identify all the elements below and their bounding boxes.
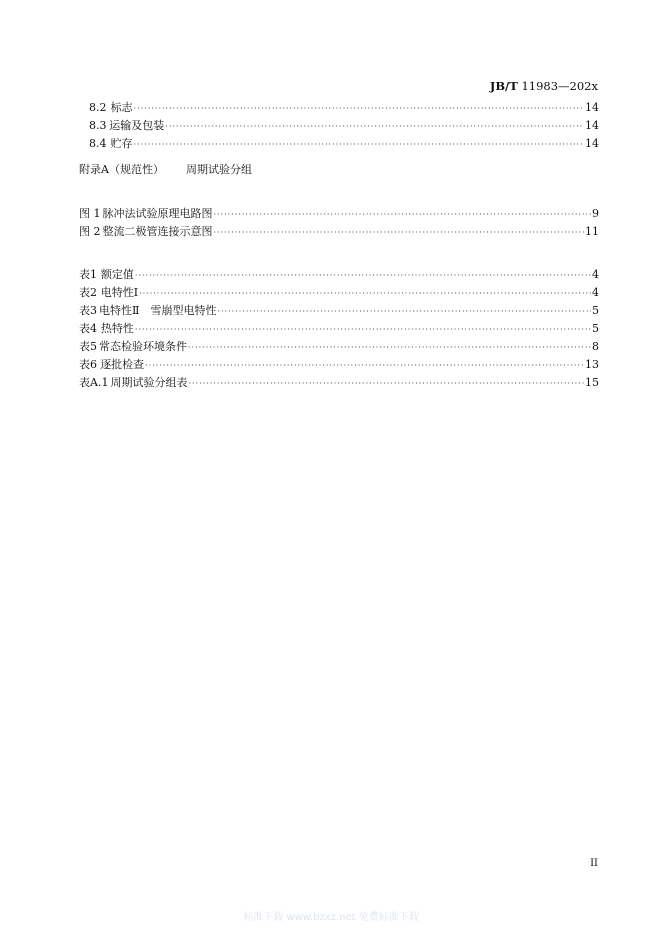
toc-row-table[interactable] [79, 284, 599, 302]
dot-leader [145, 357, 584, 375]
page-number: 11 [585, 225, 599, 238]
toc-row-section[interactable] [89, 135, 599, 153]
dot-leader [135, 321, 591, 339]
watermark-text: 标准下载 www.bzxz.net 免费标准下载 [243, 912, 419, 923]
table-number: 表3 [79, 304, 97, 317]
document-code-number: 11983—202x [517, 79, 598, 93]
table-title: 电特性Ⅱ 雪崩型电特性 [99, 304, 217, 317]
dot-leader [134, 100, 584, 118]
page-number: 5 [592, 304, 599, 317]
section-number: 8.3 [89, 119, 107, 132]
table-title: 热特性 [100, 322, 134, 335]
dot-leader [135, 267, 591, 285]
figure-title: 整流二极管连接示意图 [102, 225, 213, 238]
page-number: 4 [592, 268, 599, 281]
page-number: 14 [585, 101, 599, 114]
table-title: 额定值 [100, 268, 134, 281]
toc-row-table[interactable] [79, 338, 599, 356]
figure-title: 脉冲法试验原理电路图 [102, 207, 213, 220]
table-number: 表1 [79, 268, 97, 281]
figure-number: 图 1 [79, 207, 101, 220]
table-title: 逐批检查 [100, 358, 145, 371]
section-title: 标志 [110, 101, 133, 114]
dot-leader [188, 375, 584, 393]
appendix-title: 周期试验分组 [185, 163, 252, 176]
page-number: 9 [592, 207, 599, 220]
page-number: 14 [585, 137, 599, 150]
table-number: 表2 [79, 286, 97, 299]
page-number: 4 [592, 286, 599, 299]
document-code-prefix: JB/T [489, 79, 518, 93]
toc-row-figure[interactable] [79, 223, 599, 241]
toc-row-table[interactable] [79, 266, 599, 284]
section-title: 贮存 [110, 137, 133, 150]
toc-row-section[interactable] [89, 117, 599, 135]
dot-leader [188, 339, 591, 357]
page-number: 14 [585, 119, 599, 132]
dot-leader [139, 285, 591, 303]
table-number: 表6 [79, 358, 97, 371]
page-number: 5 [592, 322, 599, 335]
toc-row-table[interactable] [79, 374, 599, 392]
section-number: 8.4 [89, 137, 107, 150]
toc-row-section[interactable] [89, 99, 599, 117]
toc-row-table[interactable] [79, 320, 599, 338]
toc-row-table[interactable] [79, 356, 599, 374]
table-number: 表4 [79, 322, 97, 335]
table-number: 表5 [79, 340, 97, 353]
section-title: 运输及包装 [109, 119, 165, 132]
dot-leader [217, 303, 591, 321]
table-number: 表A.1 [79, 376, 109, 389]
appendix-label: 附录A（规范性） [79, 163, 164, 176]
table-title: 周期试验分组表 [110, 376, 188, 389]
dot-leader [214, 224, 585, 242]
page-number: 15 [585, 376, 599, 389]
document-code [420, 78, 598, 94]
toc-row-appendix[interactable] [79, 161, 252, 179]
page-footer-number: II [590, 858, 598, 869]
page-number: 13 [585, 358, 599, 371]
table-title: 电特性Ⅰ [100, 286, 139, 299]
figure-number: 图 2 [79, 225, 101, 238]
table-title: 常态检验环境条件 [99, 340, 187, 353]
page-number: 8 [592, 340, 599, 353]
toc-row-figure[interactable] [79, 205, 599, 223]
dot-leader [134, 136, 584, 154]
section-number: 8.2 [89, 101, 107, 114]
dot-leader [214, 206, 592, 224]
dot-leader [165, 118, 584, 136]
toc-row-table[interactable] [79, 302, 599, 320]
